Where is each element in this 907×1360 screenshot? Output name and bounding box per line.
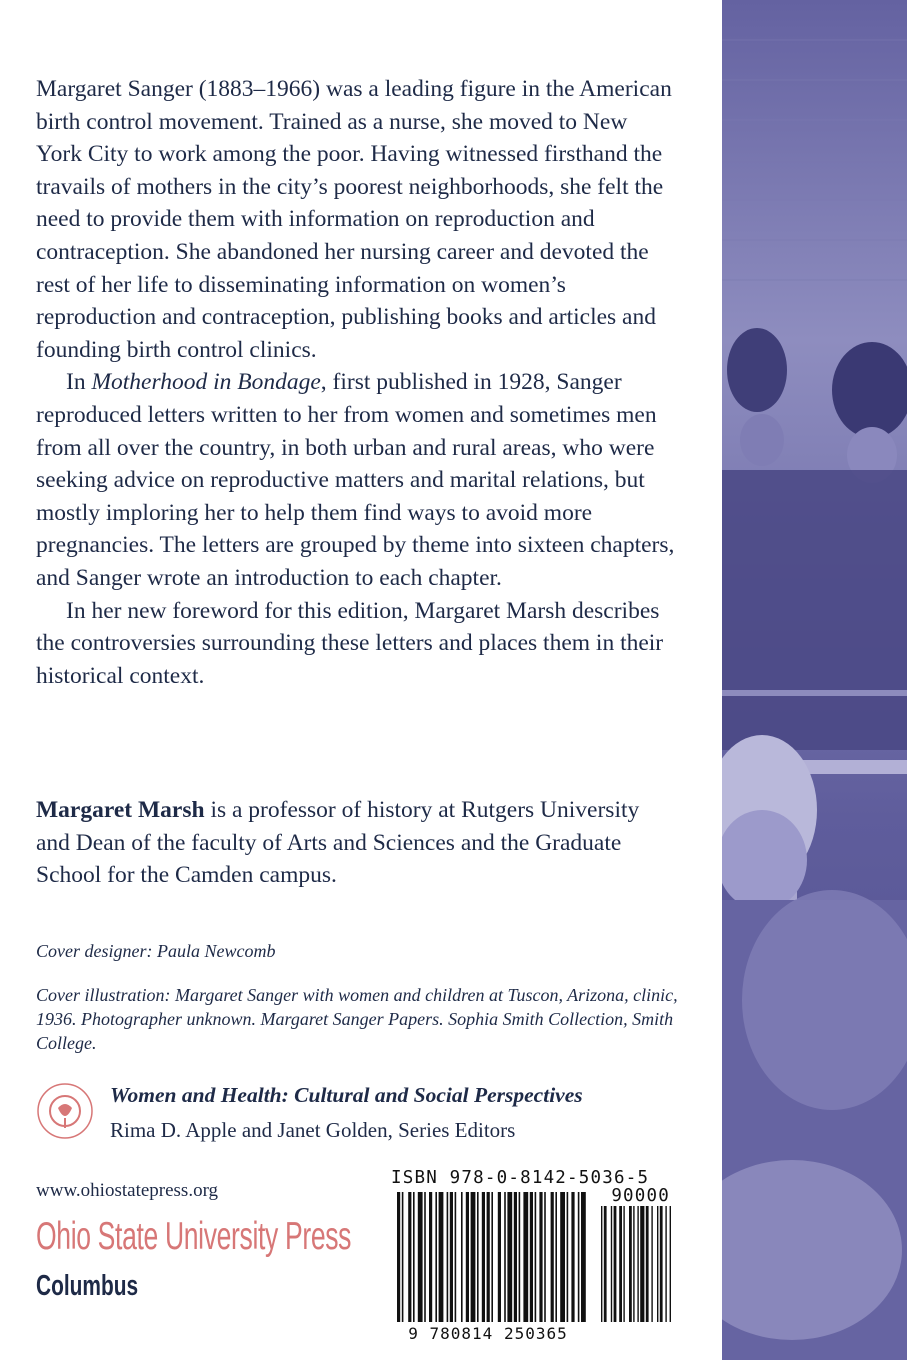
barcode-bar [519, 1192, 521, 1322]
author-bio [36, 794, 676, 892]
barcode-bar [435, 1192, 437, 1322]
price-bar [614, 1206, 617, 1322]
barcode-bar [455, 1192, 457, 1322]
barcode-bar [555, 1192, 557, 1322]
barcode-bar [450, 1192, 453, 1322]
barcode-bar [539, 1192, 542, 1322]
publisher-website: www.ohiostatepress.org [36, 1180, 219, 1201]
p2-body: , first published in 1928, Sanger reproduced letters written to her from women and sometimes men from all over the country, in both urban and rural areas, who were seeking advice on reproductive matters and marital relations, but mostly imploring her to help them find ways to avoid more pregnancies. The letters are grouped by theme into sixteen chapters, and Sanger wrote an introduction to each chapter. [36, 369, 675, 591]
barcode-bar [581, 1192, 586, 1322]
author-bio-text: is a professor of history at Rutgers University and Dean of the faculty of Arts and Sciences and the Graduate School for the Camden campus. [36, 797, 640, 889]
barcode-bar [504, 1192, 506, 1322]
cover-designer-credit: Cover designer: Paula Newcomb [36, 941, 276, 961]
description-paragraph-2 [36, 366, 676, 594]
p2-intro: In [66, 369, 92, 396]
barcode-bar [482, 1192, 485, 1322]
price-bar [640, 1206, 644, 1322]
author-name: Margaret Marsh [36, 797, 205, 823]
price-bar [623, 1206, 624, 1322]
barcode-bar [466, 1192, 469, 1322]
barcode-bar [461, 1192, 463, 1322]
price-bar [629, 1206, 632, 1322]
series-logo [34, 1080, 96, 1147]
barcode-bar [418, 1192, 423, 1322]
barcode-bar [408, 1192, 411, 1322]
barcode-bar [439, 1192, 444, 1322]
cover-illustration-credit: Cover illustration: Margaret Sanger with women and children at Tuscon, Arizona, clinic, 1936. Photographer unknown. Margaret Sanger Papers. Sophia Smith Collection, Smith College. [36, 985, 678, 1053]
cover-photo [722, 0, 907, 1360]
barcode-bar [523, 1192, 528, 1322]
series-title: Women and Health: Cultural and Social Perspectives [110, 1083, 583, 1107]
description-paragraph-3: In her new foreword for this edition, Margaret Marsh describes the controversies surrounding these letters and places them in their historical context. [36, 597, 664, 689]
barcode-bar [498, 1192, 501, 1322]
barcode-bar [424, 1192, 426, 1322]
price-bar [611, 1206, 612, 1322]
description-paragraph-1: Margaret Sanger (1883–1966) was a leading figure in the American birth control movement. Trained as a nurse, she moved to New York City to work among the poor. Having witnessed firsthand the travails of mothers in the city’s poorest neighborhoods, she felt the need to provide them with information on reproduction and contraception. She abandoned her nursing career and devoted the rest of her life to disseminating information on women’s reproduction and contraception, publishing books and articles and founding birth control clinics. [36, 76, 672, 363]
barcode-bar [578, 1192, 580, 1322]
barcode-bar [429, 1192, 432, 1322]
barcode-bar [477, 1192, 479, 1322]
price-bar [665, 1206, 666, 1322]
publisher-name: Ohio State University Press [36, 1215, 352, 1258]
barcode-bar [397, 1192, 400, 1322]
barcode-bar [402, 1192, 404, 1322]
price-bar [637, 1206, 638, 1322]
isbn-label: ISBN 978-0-8142-5036-5 [391, 1168, 650, 1188]
barcode-bar [535, 1192, 537, 1322]
barcode-bar [507, 1192, 512, 1322]
barcode-bar [551, 1192, 554, 1322]
publisher-city: Columbus [36, 1270, 139, 1302]
isbn-barcode [389, 1162, 674, 1352]
price-bar [633, 1206, 634, 1322]
barcode-bar [447, 1192, 449, 1322]
barcode-bar [413, 1192, 415, 1322]
barcode-bar [491, 1192, 493, 1322]
barcode-bar [487, 1192, 490, 1322]
price-bar [657, 1206, 658, 1322]
price-bar [619, 1206, 622, 1322]
barcode-bar [544, 1192, 546, 1322]
barcode-bar [471, 1192, 476, 1322]
price-bar [601, 1206, 602, 1322]
price-bar [646, 1206, 649, 1322]
barcode-bar [530, 1192, 533, 1322]
barcode-bar [514, 1192, 517, 1322]
price-code: 90000 [611, 1186, 670, 1206]
price-bar [670, 1206, 671, 1322]
ean-digits: 9 780814 250365 [408, 1324, 568, 1343]
barcode-bar [567, 1192, 569, 1322]
price-bar [660, 1206, 663, 1322]
series-editors: Rima D. Apple and Janet Golden, Series Editors [110, 1118, 516, 1142]
book-description [36, 73, 676, 692]
barcode-bar [560, 1192, 565, 1322]
book-title: Motherhood in Bondage [91, 369, 321, 396]
price-bar [604, 1206, 607, 1322]
barcode-bar [571, 1192, 574, 1322]
price-bar [651, 1206, 652, 1322]
